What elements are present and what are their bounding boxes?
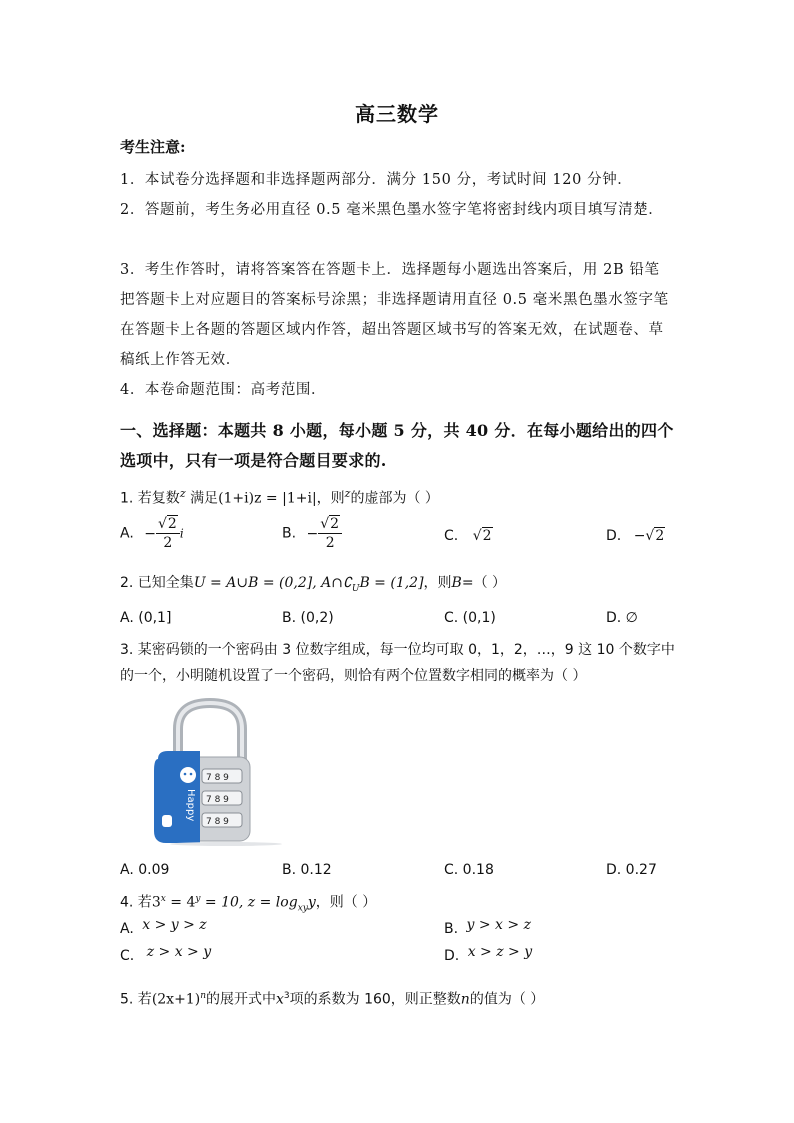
q4-option-d — [444, 944, 533, 964]
question-3: 3. 某密码锁的一个密码由 3 位数字组成，每一位均可取 0，1，2，…，9 这 10 个数字中的一个，小明随机设置了一个密码，则恰有两个位置数字相同的概率为（ ） — [120, 642, 675, 684]
question-1 — [120, 481, 675, 512]
q4-option-b-label: B. — [444, 921, 459, 937]
q1-equation: (1+i)z = |1+i| — [218, 490, 317, 507]
q4-prefix: 4. 若 — [120, 894, 152, 911]
q1-option-a-den: 2 — [163, 535, 173, 551]
q5-var: n — [460, 991, 470, 1008]
question-5 — [120, 983, 675, 1013]
q1-option-b-num: 2 — [330, 516, 340, 532]
q1-option-b-den: 2 — [325, 535, 335, 551]
question-2 — [120, 570, 675, 602]
q1-option-a — [120, 515, 184, 552]
q4-tail: ，则（ ） — [315, 894, 377, 911]
q5-mid: 的展开式中 — [205, 991, 276, 1008]
q4-option-d-value: x > z > y — [467, 944, 533, 960]
q1-option-c-label: C. — [444, 528, 459, 544]
q2-sub: U — [351, 583, 360, 594]
q4-sub: xy — [297, 903, 308, 914]
q5-prefix: 5. 若 — [120, 991, 152, 1008]
q1-option-d-sign: − — [633, 528, 646, 544]
q4-eq3: = 10, z = log — [200, 894, 298, 911]
lock-keyhole — [162, 815, 172, 827]
q4-sup1: x — [160, 894, 166, 904]
q2-tail: ，则 — [423, 575, 452, 591]
q1-option-b-label: B. — [282, 525, 297, 542]
q1-option-a-sign: − — [144, 525, 156, 542]
q1-option-c: C. √2 — [444, 528, 492, 544]
q4-option-b-value: y > x > z — [466, 917, 531, 933]
q1-option-b — [282, 515, 342, 552]
lock-digits-row-3: 7 8 9 — [206, 817, 229, 827]
q4-sup2: y — [195, 894, 201, 904]
q1-mid: 满足 — [190, 490, 219, 507]
q1-option-d-rad: 2 — [655, 528, 665, 544]
q5-term-sup: 3 — [283, 991, 290, 1001]
q1-option-a-fraction: $\frac{√2}{2}$ — [156, 515, 180, 552]
lock-digits-row-2: 7 8 9 — [206, 795, 229, 805]
q4-option-c-label: C. — [120, 948, 135, 964]
q2-equation: U = A∪B = (0,2], A∩∁ — [193, 575, 352, 591]
q4-option-b — [444, 917, 531, 937]
lock-mascot — [180, 767, 196, 783]
q4-eq2: = 4 — [165, 894, 196, 911]
notice-item-2: 2．答题前，考生务必用直径 0.5 毫米黑色墨水签字笔将密封线内项目填写清楚． — [120, 202, 664, 218]
q1-option-a-i: i — [179, 526, 184, 541]
q4-option-a-value: x > y > z — [142, 917, 207, 933]
q5-mid2: 项的系数为 160，则正整数 — [289, 991, 461, 1008]
q1-option-d: D. −√2 — [606, 528, 665, 544]
q1-option-c-rad: 2 — [482, 528, 492, 544]
section-heading: 一、选择题：本题共 8 小题，每小题 5 分，共 40 分．在每小题给出的四个选项中，只有一项是符合题目要求的. — [120, 421, 674, 470]
q3-option-b: B. 0.12 — [282, 862, 332, 878]
q3-option-c: C. 0.18 — [444, 862, 494, 878]
q4-eq4: y — [307, 894, 316, 911]
q4-option-c — [120, 944, 212, 964]
notice-heading: 考生注意: — [120, 138, 186, 156]
notice-item-4: 4．本卷命题范围：高考范围． — [120, 382, 327, 398]
q1-option-b-sign: − — [306, 525, 319, 542]
q5-eq: (2x+1) — [151, 991, 201, 1008]
q1-var: z — [179, 487, 186, 500]
q4-option-a — [120, 917, 207, 937]
q1-tail2: 的虚部为（ ） — [350, 490, 439, 507]
notice-item-1: 1．本试卷分选择题和非选择题两部分．满分 150 分，考试时间 120 分钟． — [120, 172, 633, 188]
q2-option-b: B. (0,2) — [282, 610, 334, 626]
page-title: 高三数学 — [355, 102, 439, 126]
q1-option-a-num: 2 — [167, 516, 177, 532]
q3-option-a: A. 0.09 — [120, 862, 170, 878]
q3-option-d: D. 0.27 — [606, 862, 657, 878]
q2-option-d: D. ∅ — [606, 610, 638, 626]
q5-term: x — [275, 991, 284, 1008]
combination-lock-image — [148, 697, 286, 847]
q1-option-b-fraction: $\frac{√2}{2}$ — [318, 515, 342, 552]
q2-option-c: C. (0,1) — [444, 610, 496, 626]
q2-prefix: 2. 已知全集 — [120, 575, 194, 591]
q2-var: B — [451, 575, 462, 591]
q2-end: =（ ） — [461, 575, 507, 591]
q2-equation-2: B = (1,2] — [359, 575, 424, 591]
q1-option-d-label: D. — [606, 528, 622, 544]
lock-brand: Happy — [185, 789, 196, 822]
lock-digits-row-1: 7 8 9 — [206, 773, 229, 783]
q2-option-a: A. (0,1] — [120, 610, 172, 626]
q1-prefix: 1. 若复数 — [120, 490, 180, 507]
q1-var-2: z — [344, 487, 351, 500]
q1-option-a-label: A. — [120, 525, 134, 542]
q4-option-d-label: D. — [444, 948, 460, 964]
q4-eq: 3 — [151, 894, 161, 911]
q1-tail1: ，则 — [316, 490, 345, 507]
notice-item-3: 3．考生作答时，请将答案答在答题卡上．选择题每小题选出答案后，用 2B 铅笔把答题卡上对应题目的答案标号涂黑；非选择题请用直径 0.5 毫米黑色墨水签字笔在答题卡上各题的答题区域内作答，超出答题区域书写的答案无效，在试题卷、草稿纸上作答无效． — [120, 262, 669, 368]
q5-tail: 的值为（ ） — [469, 991, 545, 1008]
q5-sup: n — [200, 991, 206, 1001]
q4-option-a-label: A. — [120, 921, 134, 937]
q4-option-c-value: z > x > y — [146, 944, 212, 960]
